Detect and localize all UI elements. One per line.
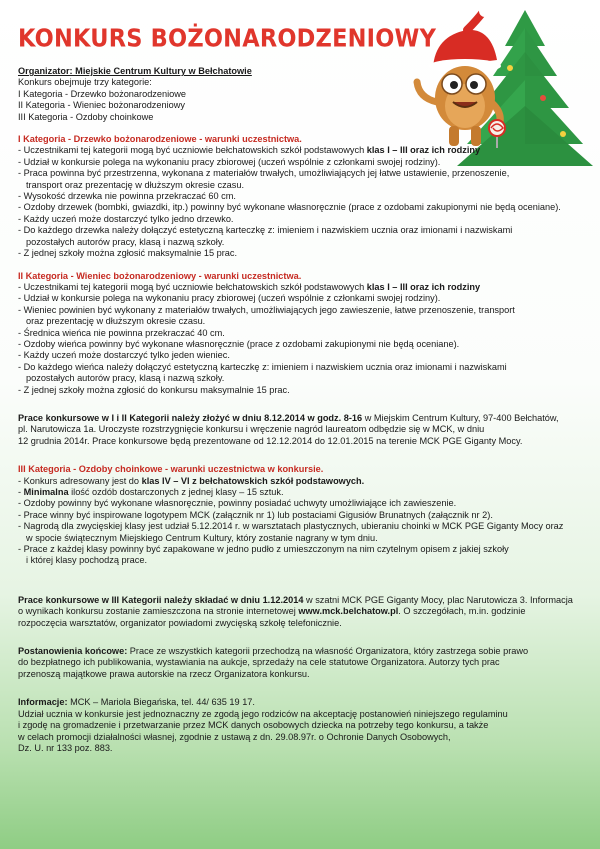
section3-bold: Minimalna — [23, 487, 69, 497]
deadline-1-2 — [18, 413, 586, 424]
deadline-1-2-line: pl. Narutowicza 1a. Uroczyste rozstrzygnięcie konkursu i wręczenie nagród laureatom odbędzie się w MCK, w dniu — [18, 424, 485, 435]
final-provisions-label: Postanowienia końcowe: — [18, 646, 128, 657]
deadline-3 — [18, 595, 586, 606]
section2-bold: klas I – III oraz ich rodziny — [366, 281, 481, 292]
category-2: II Kategoria - Wieniec bożonarodzeniowy — [18, 100, 185, 111]
section2-item: - Do każdego wieńca należy dołączyć estetyczną karteczkę z: imieniem i nazwiskiem ucznia oraz imionami i nazwiskami — [18, 361, 507, 372]
website-link[interactable]: www.mck.belchatow.pl — [298, 606, 399, 617]
section1-heading: I Kategoria - Drzewko bożonarodzeniowe - warunki uczestnictwa. — [18, 134, 302, 145]
category-1: I Kategoria - Drzewko bożonarodzeniowe — [18, 88, 187, 99]
section1-item: - Ozdoby drzewek (bombki, gwiazdki, itp.) powinny być wykonane własnoręcznie (prace z ozdobami zakupionymi nie będą oceniane). — [18, 202, 561, 213]
deadline-3-bold: Prace konkursowe w III Kategorii należy składać w dniu 1.12.2014 — [18, 594, 304, 605]
section1-text: - Uczestnikami tej kategorii mogą być uczniowie bełchatowskich szkół podstawowych — [18, 145, 367, 156]
deadline-1-2-bold: Prace konkursowe w I i II Kategorii należy złożyć w dniu 8.12.2014 w godz. 8-16 — [18, 412, 363, 423]
section3-item: - Nagrodą dla zwycięskiej klasy jest udział 5.12.2014 r. w warsztatach plastycznych, ubieraniu choinki w MCK PGE Giganty Mocy oraz — [18, 521, 564, 532]
section3-text: - Konkurs adresowany jest do — [18, 475, 142, 486]
section2-item — [18, 282, 586, 293]
section2-item: - Udział w konkursie polega na wykonaniu pracy zbiorowej (uczeń wspólnie z członkami swojej rodziny). — [18, 293, 441, 304]
final-provisions — [18, 646, 586, 657]
page-title: KONKURS BOŻONARODZENIOWY — [18, 24, 437, 54]
deadline-1-2-line: 12 grudnia 2014r. Prace konkursowe będą prezentowane od 12.12.2014 do 12.01.2015 na terenie MCK PGE Giganty Mocy. — [18, 435, 523, 446]
final-provisions-text: Prace ze wszystkich kategorii przechodzą na własność Organizatora, który zastrzega sobie prawo — [127, 646, 529, 657]
section1-item: - Praca powinna być przestrzenna, wykonana z materiałów trwałych, umożliwiających jej łatwe ustawienie, przenoszenie, — [18, 168, 510, 179]
info-contact-text: MCK – Mariola Biegańska, tel. 44/ 635 19 17. — [67, 697, 255, 708]
section1-item — [18, 145, 586, 156]
deadline-3-text: w szatni MCK PGE Giganty Mocy, plac Narutowicza 3. Informacja — [303, 594, 573, 605]
section2-item: pozostałych autorów pracy, klasą i nazwą szkoły. — [26, 373, 225, 384]
section3-item: - Prace z każdej klasy powinny być zapakowane w jedno pudło z umieszczonym na nim czytelnym opisem z jakiej szkoły — [18, 544, 509, 555]
section2-item: oraz prezentację w dłuższym okresie czasu. — [26, 316, 206, 327]
section3-item — [18, 476, 586, 487]
section3-item: i której klasy pochodzą prace. — [26, 555, 148, 566]
section2-item: - Z jednej szkoły można zgłosić do konkursu maksymalnie 15 prac. — [18, 384, 290, 395]
section1-item: pozostałych autorów pracy, klasą i nazwą szkoły. — [26, 236, 225, 247]
info-line: Udział ucznia w konkursie jest jednoznaczny ze zgodą jego rodziców na akceptację postanowień niniejszego regulaminu — [18, 708, 508, 719]
section3-item: w spocie świątecznym Miejskiego Centrum Kultury, który zostanie nagrany w tym dniu. — [26, 532, 378, 543]
final-provisions-line: przenoszą majątkowe prawa autorskie na rzecz Organizatora konkursu. — [18, 668, 310, 679]
section3-item: - Ozdoby powinny być wykonane własnoręcznie, powinny posiadać uchwyty umożliwiające ich zawieszenie. — [18, 498, 457, 509]
section2-item: - Średnica wieńca nie powinna przekraczać 40 cm. — [18, 327, 225, 338]
section2-item: - Wieniec powinien być wykonany z materiałów trwałych, umożliwiających jego zawieszenie, łatwe przenoszenie, transport — [18, 304, 515, 315]
section3-heading: III Kategoria - Ozdoby choinkowe - warunki uczestnictwa w konkursie. — [18, 464, 324, 475]
section3-item: - Prace winny być inspirowane logotypem MCK (załącznik nr 1) lub postaciami Gigusiów Brunatnych (załącznik nr 2). — [18, 509, 493, 520]
regulation-text — [18, 66, 586, 754]
section1-item: - Wysokość drzewka nie powinna przekraczać 60 cm. — [18, 191, 236, 202]
section2-heading: II Kategoria - Wieniec bożonarodzeniowy - warunki uczestnictwa. — [18, 270, 302, 281]
section3-bold: klas IV – VI z bełchatowskich szkół podstawowych. — [141, 475, 365, 486]
section1-item: - Do każdego drzewka należy dołączyć estetyczną karteczkę z: imieniem i nazwiskiem ucznia oraz imionami i nazwiskami — [18, 225, 513, 236]
deadline-3-line: rozpoczęcia warsztatów, organizator powiadomi zwycięską szkołę telefonicznie. — [18, 617, 342, 628]
info-label: Informacje: — [18, 697, 68, 708]
section3-item: - Minimalna ilość ozdób dostarczonych z jednej klasy – 15 sztuk. — [18, 487, 284, 497]
deadline-3-line — [18, 606, 586, 617]
organizer-line: Organizator: Miejskie Centrum Kultury w Bełchatowie — [18, 66, 252, 76]
deadline-3-text: . O szczegółach, m.in. godzinie — [398, 606, 526, 617]
final-provisions-line: do bezpłatnego ich publikowania, wystawiania na aukcje, sprzedaży na cele statutowe Organizatora. Autorzy tych prac — [18, 657, 500, 668]
info-line: i zgodę na gromadzenie i przetwarzanie przez MCK danych osobowych dziecka na potrzeby tego konkursu, a także — [18, 720, 489, 731]
deadline-3-text: o wynikach konkursu zostanie zamieszczona na stronie internetowej — [18, 606, 299, 617]
categories-intro: Konkurs obejmuje trzy kategorie: — [18, 77, 152, 88]
info-contact — [18, 697, 586, 708]
info-line: Dz. U. nr 133 poz. 883. — [18, 742, 113, 753]
section1-item: - Udział w konkursie polega na wykonaniu pracy zbiorowej (uczeń wspólnie z członkami swojej rodziny). — [18, 156, 441, 167]
category-3: III Kategoria - Ozdoby choinkowe — [18, 111, 154, 122]
section2-text: - Uczestnikami tej kategorii mogą być uczniowie bełchatowskich szkół podstawowych — [18, 281, 367, 292]
section1-item: - Każdy uczeń może dostarczyć tylko jedno drzewko. — [18, 213, 234, 224]
section1-item: - Z jednej szkoły można zgłosić maksymalnie 15 prac. — [18, 248, 238, 259]
section2-item: - Każdy uczeń może dostarczyć tylko jeden wieniec. — [18, 350, 230, 361]
info-line: w celach promocji działalności własnej, zgodnie z ustawą z dn. 29.08.97r. o Ochronie Danych Osobowych, — [18, 731, 451, 742]
section3-text: ilość ozdób dostarczonych z jednej klasy – 15 sztuk. — [68, 487, 284, 497]
section1-bold: klas I – III oraz ich rodziny — [366, 145, 481, 156]
section2-item: - Ozdoby wieńca powinny być wykonane własnoręcznie (prace z ozdobami zakupionymi nie będą oceniane). — [18, 338, 460, 349]
section1-item: transport oraz prezentację w dłuższym okresie czasu. — [26, 179, 245, 190]
deadline-1-2-text: w Miejskim Centrum Kultury, 97-400 Bełchatów, — [362, 412, 559, 423]
